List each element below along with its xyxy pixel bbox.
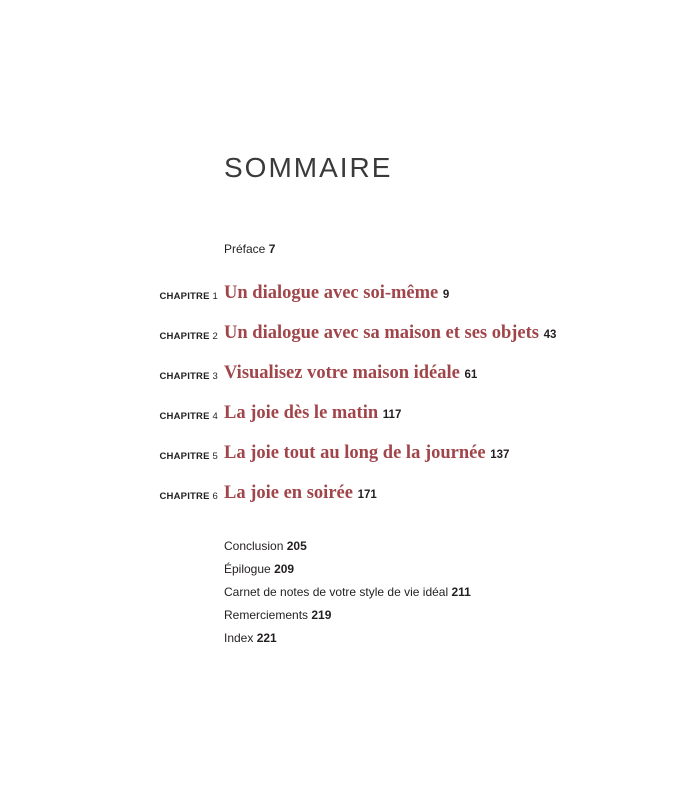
chapter-number: 3	[212, 371, 218, 382]
chapter-page: 61	[464, 369, 478, 381]
back-matter-label: Conclusion	[224, 539, 284, 553]
chapter-title: Un dialogue avec sa maison et ses objets	[224, 323, 540, 343]
chapter-number: 4	[212, 411, 218, 422]
toc-back-matter-item	[224, 539, 307, 553]
toc-chapter	[0, 323, 700, 347]
chapter-title: La joie en soirée	[224, 483, 353, 503]
chapter-label	[160, 411, 219, 422]
chapter-title: Visualisez votre maison idéale	[224, 363, 460, 383]
chapter-prefix: CHAPITRE	[159, 291, 210, 302]
chapter-label	[160, 451, 219, 462]
preface-page: 7	[268, 242, 276, 256]
chapter-page: 137	[490, 449, 510, 461]
chapter-number: 6	[212, 491, 218, 502]
back-matter-label: Remerciements	[224, 608, 309, 622]
back-matter-page: 209	[274, 562, 295, 576]
chapter-prefix: CHAPITRE	[159, 411, 210, 422]
chapter-prefix: CHAPITRE	[159, 371, 210, 382]
page-title: SOMMAIRE	[224, 152, 393, 183]
back-matter-page: 219	[311, 608, 332, 622]
chapter-page: 171	[357, 489, 377, 501]
chapter-title-line	[224, 443, 509, 464]
chapter-prefix: CHAPITRE	[159, 331, 210, 342]
chapter-title-line	[224, 483, 377, 504]
back-matter-page: 211	[451, 585, 471, 599]
toc-chapter	[0, 283, 700, 307]
back-matter-page: 221	[256, 631, 277, 645]
chapter-label	[160, 291, 219, 302]
chapter-label	[160, 331, 219, 342]
toc-preface	[224, 242, 275, 256]
chapter-title: La joie dès le matin	[224, 403, 379, 423]
toc-back-matter-item	[224, 631, 277, 645]
toc-chapter	[0, 443, 700, 467]
back-matter-label: Épilogue	[224, 562, 271, 576]
toc-back-matter-item	[224, 585, 471, 599]
chapter-number: 5	[212, 451, 218, 462]
toc-chapter	[0, 363, 700, 387]
chapter-label	[160, 491, 219, 502]
toc-chapter	[0, 483, 700, 507]
chapter-number: 1	[212, 291, 218, 302]
chapter-title: Un dialogue avec soi-même	[224, 283, 439, 303]
toc-chapter	[0, 403, 700, 427]
chapter-page: 9	[442, 289, 450, 301]
chapter-title-line	[224, 283, 449, 304]
chapter-title-line	[224, 323, 556, 344]
toc-back-matter-item	[224, 562, 294, 576]
preface-label: Préface	[224, 242, 266, 256]
toc-back-matter-item	[224, 608, 331, 622]
chapter-title-line	[224, 363, 477, 384]
chapter-label	[160, 371, 219, 382]
chapter-number: 2	[212, 331, 218, 342]
chapter-title-line	[224, 403, 401, 424]
chapter-title: La joie tout au long de la journée	[224, 443, 486, 463]
chapter-prefix: CHAPITRE	[159, 451, 210, 462]
chapter-page: 117	[382, 409, 402, 421]
back-matter-label: Index	[224, 631, 254, 645]
back-matter-page: 205	[286, 539, 307, 553]
back-matter-label: Carnet de notes de votre style de vie idéal	[224, 585, 449, 599]
chapter-page: 43	[543, 329, 557, 341]
chapter-prefix: CHAPITRE	[159, 491, 210, 502]
